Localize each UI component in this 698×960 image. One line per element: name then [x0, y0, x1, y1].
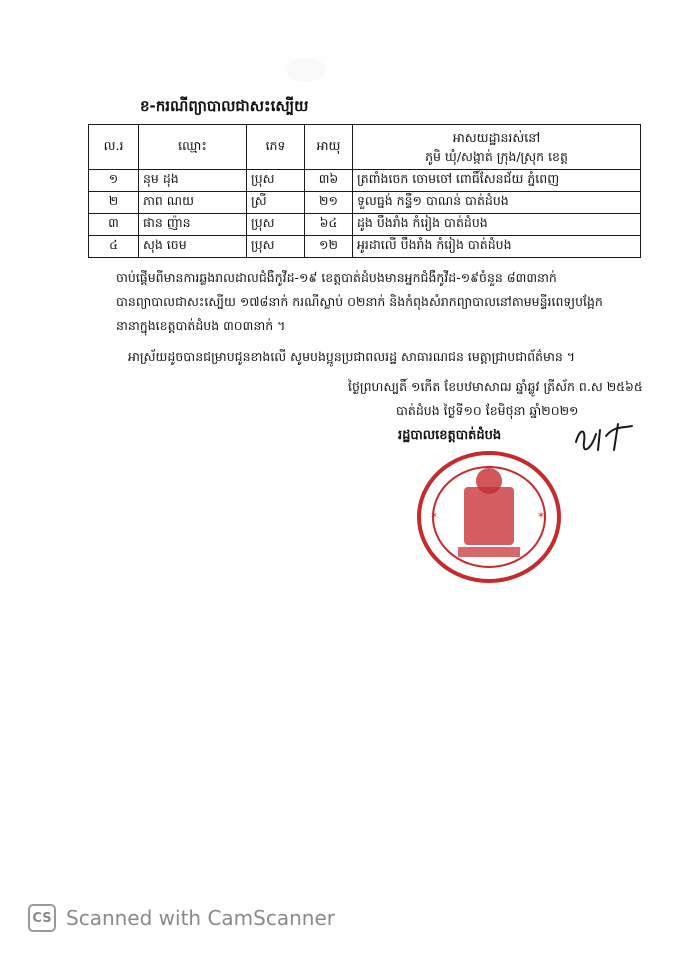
- faint-scan-mark: [286, 58, 326, 82]
- cell-address: ទួលធ្នង់ កន្ទឺ១ បាណន់ បាត់ដំបង: [353, 192, 641, 214]
- cell-sex: ស្រី: [247, 192, 305, 214]
- cell-age: ៣៦: [305, 170, 353, 192]
- closing-statement: អាស្រ័យដូចបានជម្រាបជូនខាងលើ សូមបងប្អូនប្រជាពលរដ្ឋ សាធារណជន មេត្តាជ្រាបជាព័ត៌មាន ។: [128, 349, 576, 364]
- cell-sex: ប្រុស: [247, 236, 305, 258]
- cell-no: ៣: [89, 214, 139, 236]
- header-no: ល.រ: [89, 125, 139, 170]
- summary-line: បានព្យាបាលជាសះស្បើយ ១៧៨នាក់ ករណីស្លាប់ ០២នាក់ និងកំពុងសំរាកព្យាបាលនៅតាមមន្ទីរពេទ្យបង្អែក: [116, 294, 603, 309]
- cell-age: ១២: [305, 236, 353, 258]
- header-address-subtitle: ភូមិ ឃុំ/សង្កាត់ ក្រុង/ស្រុក ខេត្ត: [425, 149, 568, 164]
- summary-paragraph: [88, 266, 648, 338]
- header-address: [353, 125, 641, 170]
- lunar-date: ថ្ងៃព្រហស្បតិ៍ ១កើត ខែបឋមាសាឍ ឆ្នាំឆ្លូវ ត្រីស័ក ព.ស ២៥៦៥: [348, 379, 643, 394]
- table-row: [89, 236, 641, 258]
- official-seal: [414, 447, 564, 587]
- solar-date: បាត់ដំបង ថ្ងៃទី១០ ខែមិថុនា ឆ្នាំ២០២១: [396, 403, 579, 418]
- header-age: អាយុ: [305, 125, 353, 170]
- signatory-title: រដ្ឋបាលខេត្តបាត់ដំបង: [398, 428, 502, 443]
- table-header-row: [89, 125, 641, 170]
- cell-name: នុម ដុង: [139, 170, 247, 192]
- section-heading: ខ-ករណីព្យាបាលជាសះស្បើយ: [140, 97, 309, 115]
- header-name: ឈ្មោះ: [139, 125, 247, 170]
- cell-no: ២: [89, 192, 139, 214]
- header-sex: ភេទ: [247, 125, 305, 170]
- cell-no: ១: [89, 170, 139, 192]
- cell-address: ដូង បឹងរាំង កំរៀង បាត់ដំបង: [353, 214, 641, 236]
- svg-text:*: *: [431, 510, 437, 524]
- cell-no: ៤: [89, 236, 139, 258]
- header-address-title: អាសយដ្ឋានរស់នៅ: [452, 130, 541, 145]
- table-row: [89, 170, 641, 192]
- svg-text:*: *: [538, 510, 544, 524]
- recovered-cases-table: [88, 124, 641, 258]
- cell-age: ៦៤: [305, 214, 353, 236]
- cell-sex: ប្រុស: [247, 214, 305, 236]
- summary-line: នានាក្នុងខេត្តបាត់ដំបង ៣០៣នាក់ ។: [116, 318, 286, 333]
- scanner-watermark-text: Scanned with CamScanner: [66, 906, 335, 930]
- cell-sex: ប្រុស: [247, 170, 305, 192]
- cell-name: ភាព ណយ: [139, 192, 247, 214]
- table-row: [89, 214, 641, 236]
- cell-address: ត្រពាំងចេក ចោមចៅ ពោធិ៍សែនជ័យ ភ្នំពេញ: [353, 170, 641, 192]
- scanner-footer: [28, 904, 335, 932]
- handwritten-signature: [570, 420, 640, 454]
- cell-name: ផាន ញ៉ាន: [139, 214, 247, 236]
- summary-line: ចាប់ផ្តើមពីមានការឆ្លងរាលដាលជំងឺកូវីដ-១៩ ខេត្តបាត់ដំបងមានអ្នកជំងឺកូវីដ-១៩ចំនួន ៨៣៣នាក់: [116, 270, 557, 285]
- table-row: [89, 192, 641, 214]
- cell-age: ២១: [305, 192, 353, 214]
- cell-name: សុង ចេម: [139, 236, 247, 258]
- cell-address: អូរដាលើ បឹងរាំង កំរៀង បាត់ដំបង: [353, 236, 641, 258]
- camscanner-logo-icon: CS: [28, 904, 56, 932]
